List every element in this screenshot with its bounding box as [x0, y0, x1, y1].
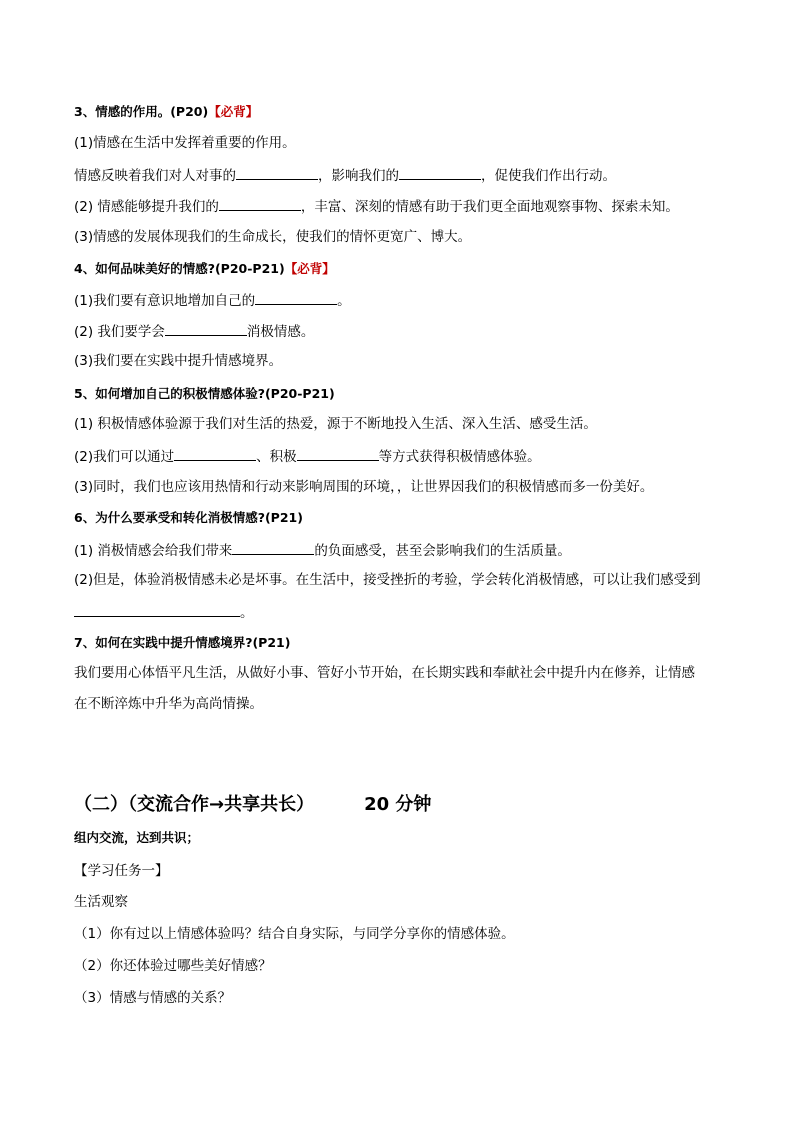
q3-point-3: (3)情感的发展体现我们的生命成长，使我们的情怀更宽广、博大。 — [74, 229, 472, 245]
q4-heading: 4、如何品味美好的情感?(P20-P21)【必背】 — [74, 261, 335, 276]
task-subtitle: 生活观察 — [74, 894, 128, 910]
q6-heading: 6、为什么要承受和转化消极情感?(P21) — [74, 510, 303, 525]
section-heading: （二）（交流合作→共享共长） 20 分钟 — [74, 794, 432, 815]
q6-point-2-fill: 。 — [74, 602, 254, 622]
answer-blank[interactable] — [74, 602, 240, 617]
q7-heading: 7、如何在实践中提升情感境界?(P21) — [74, 635, 291, 650]
q5-point-1: (1) 积极情感体验源于我们对生活的热爱，源于不断地投入生活、深入生活、感受生活。 — [74, 416, 597, 432]
section-intro: 组内交流，达到共识； — [74, 830, 200, 845]
q4-point-1: (1)我们要有意识地增加自己的 。 — [74, 290, 351, 310]
answer-blank[interactable] — [165, 321, 247, 336]
q7-answer-line-2: 在不断淬炼中升华为高尚情操。 — [74, 696, 263, 712]
section-duration: 20 分钟 — [364, 794, 432, 815]
must-memorize-tag: 【必背】 — [208, 104, 259, 119]
task-label: 【学习任务一】 — [74, 863, 169, 879]
task-question: （3）情感与情感的关系？ — [74, 990, 232, 1006]
answer-blank[interactable] — [219, 196, 301, 211]
q5-heading: 5、如何增加自己的积极情感体验?(P20-P21) — [74, 386, 335, 401]
q7-answer-line-1: 我们要用心体悟平凡生活，从做好小事、管好小节开始，在长期实践和奉献社会中提升内在修养，让情感 — [74, 665, 695, 681]
answer-blank[interactable] — [232, 540, 314, 555]
q6-point-2: (2)但是，体验消极情感未必是坏事。在生活中，接受挫折的考验，学会转化消极情感，可以让我们感受到 — [74, 572, 701, 588]
q5-point-3: (3)同时，我们也应该用热情和行动来影响周围的环境，，让世界因我们的积极情感而多一份美好。 — [74, 479, 654, 495]
q5-point-2: (2)我们可以通过 、积极 等方式获得积极情感体验。 — [74, 446, 541, 466]
q4-point-2: (2) 我们要学会 消极情感。 — [74, 321, 314, 341]
q3-heading: 3、情感的作用。(P20)【必背】 — [74, 104, 259, 119]
answer-blank[interactable] — [174, 446, 256, 461]
answer-blank[interactable] — [297, 446, 379, 461]
q3-point-1-fill: 情感反映着我们对人对事的 ，影响我们的 ，促使我们作出行动。 — [74, 165, 616, 185]
q6-point-1: (1) 消极情感会给我们带来 的负面感受，甚至会影响我们的生活质量。 — [74, 540, 571, 560]
task-question: （2）你还体验过哪些美好情感？ — [74, 958, 272, 974]
answer-blank[interactable] — [255, 290, 337, 305]
answer-blank[interactable] — [236, 165, 318, 180]
must-memorize-tag: 【必背】 — [284, 261, 335, 276]
q3-point-1: (1)情感在生活中发挥着重要的作用。 — [74, 135, 296, 151]
task-question: （1）你有过以上情感体验吗？结合自身实际，与同学分享你的情感体验。 — [74, 926, 515, 942]
q4-point-3: (3)我们要在实践中提升情感境界。 — [74, 353, 283, 369]
q3-point-2: (2) 情感能够提升我们的 ，丰富、深刻的情感有助于我们更全面地观察事物、探索未知。 — [74, 196, 679, 216]
answer-blank[interactable] — [399, 165, 481, 180]
